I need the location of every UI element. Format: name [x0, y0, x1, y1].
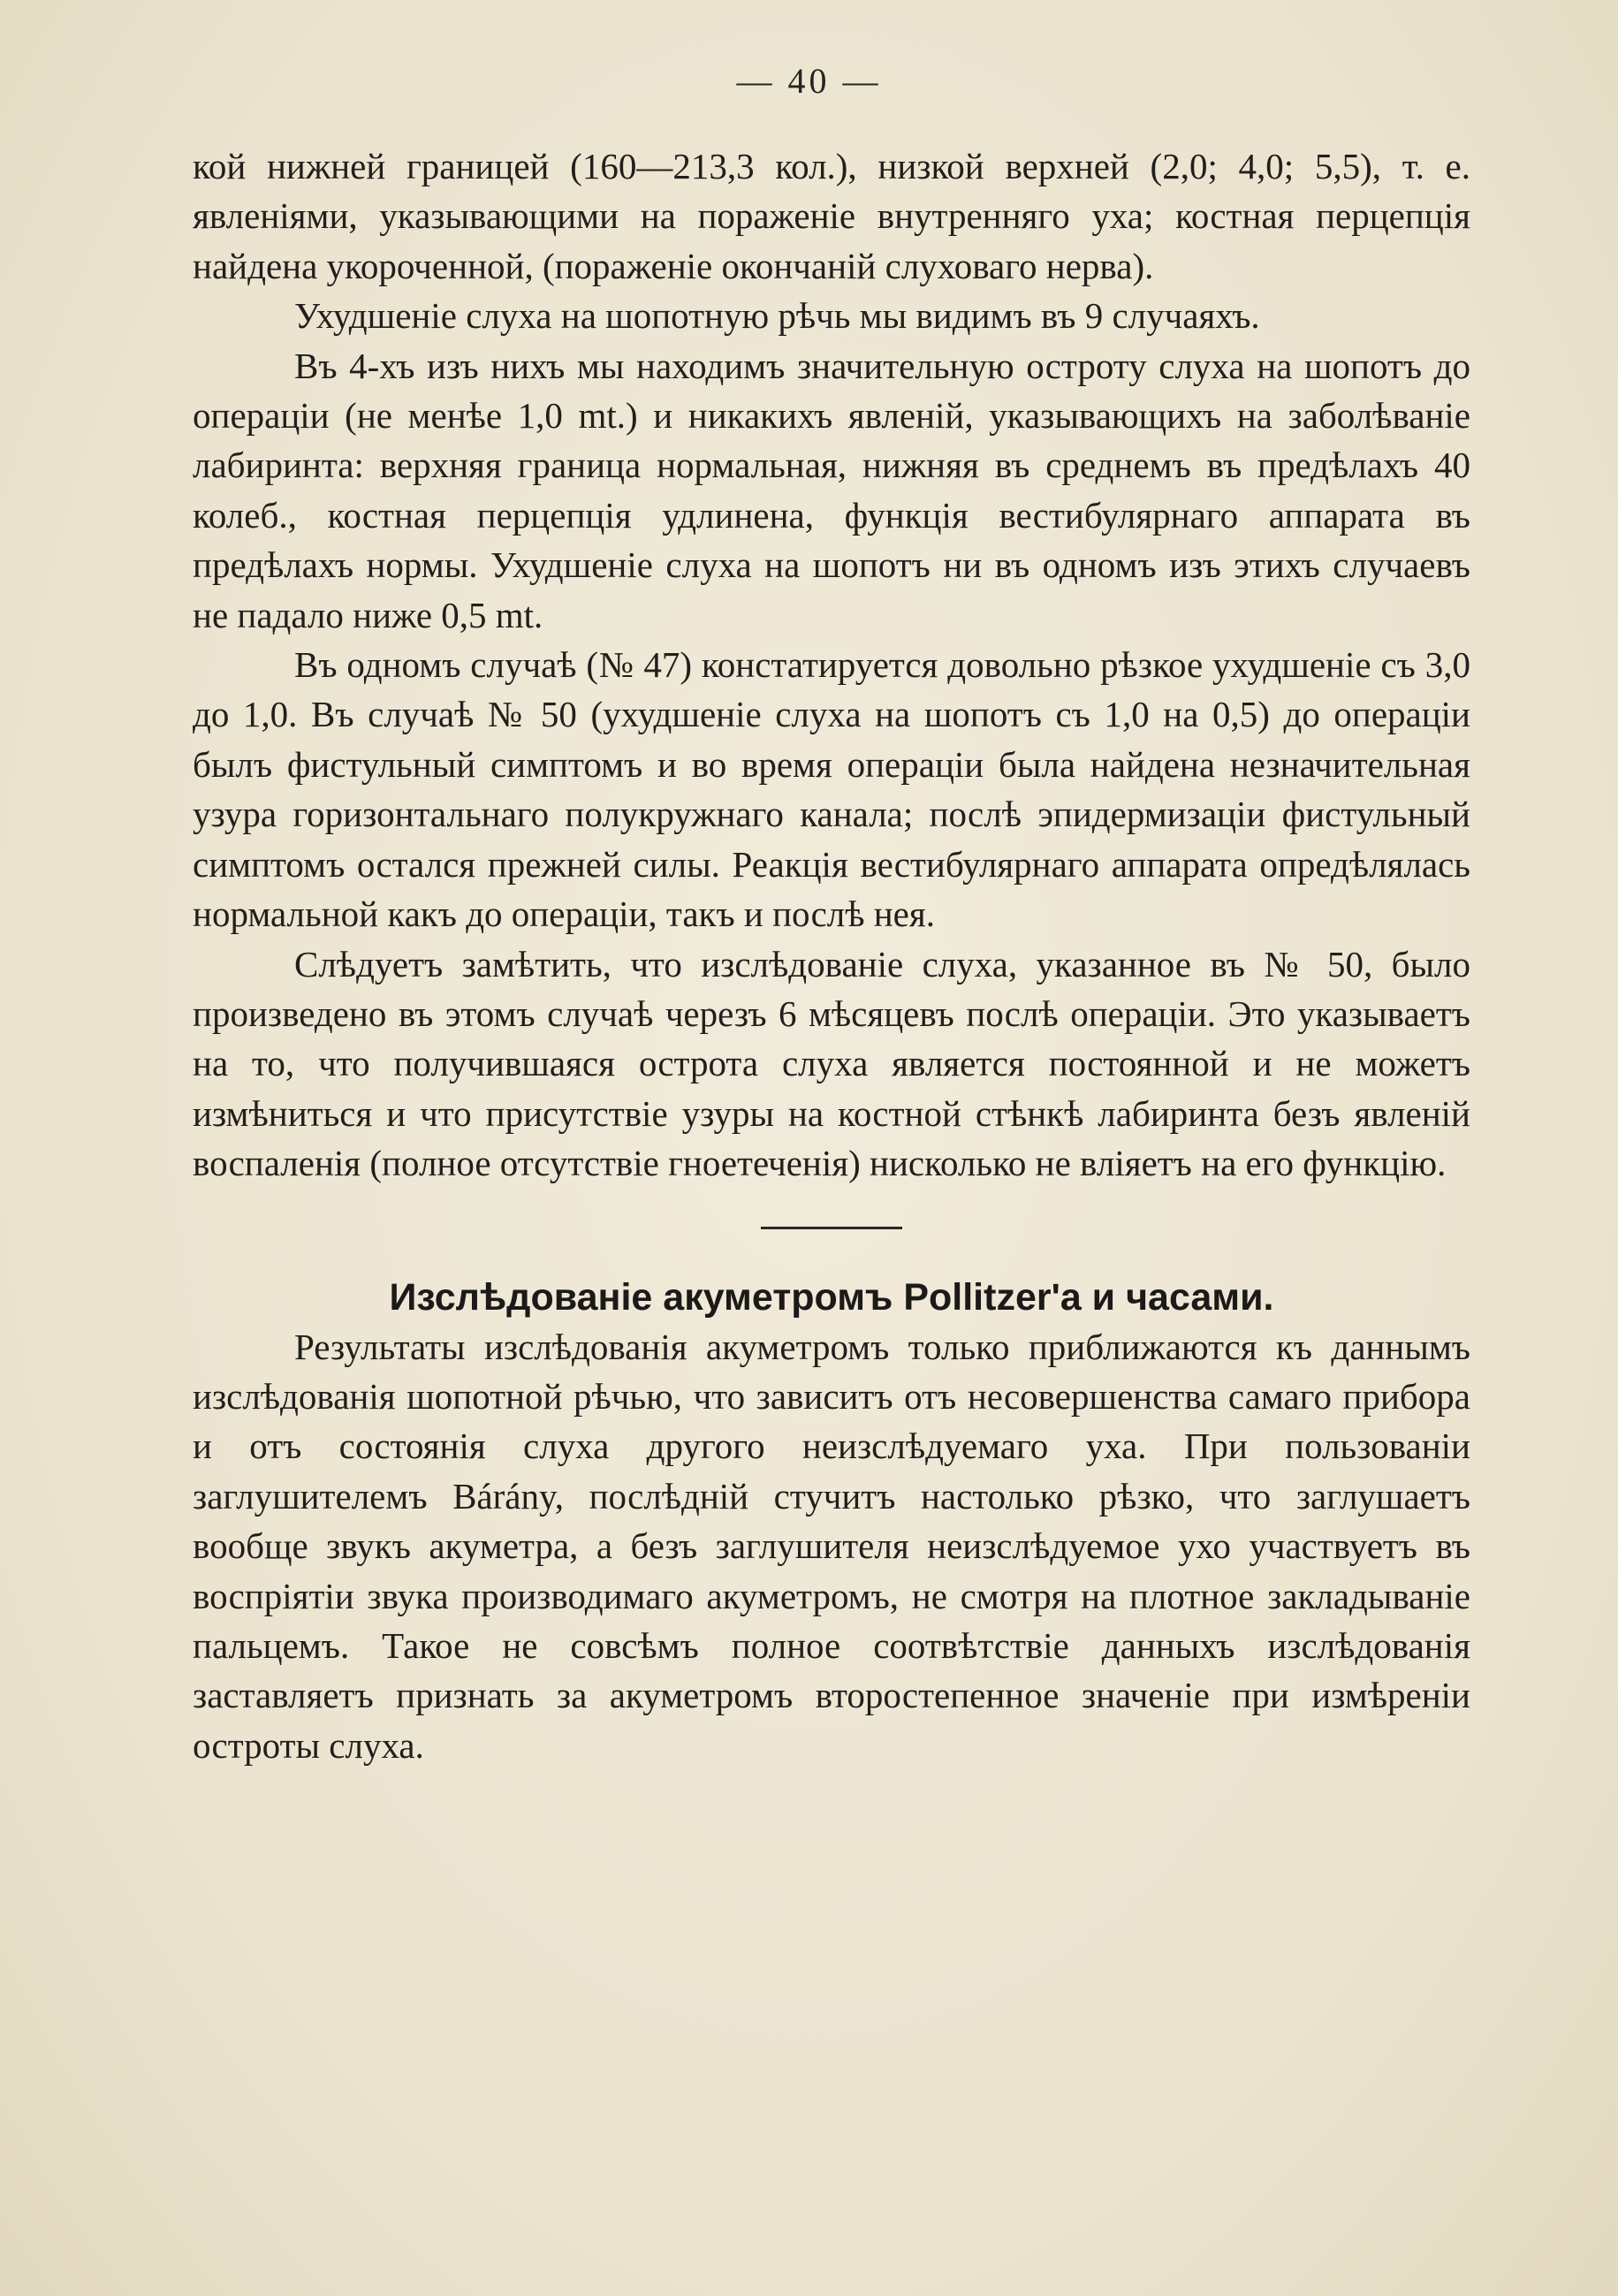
page-number: — 40 — — [736, 61, 882, 101]
section-heading: Изслѣдованіе акуметромъ Pollitzer'а и часами. — [389, 1275, 1274, 1319]
paragraph-1: кой нижней границей (160—213,3 кол.), низкой верхней (2,0; 4,0; 5,5), т. е. явленіями, указывающими на пораженіе внутренняго уха; костная перцепція найдена укороченной, (пораженіе окончаній слуховаго нерва). — [193, 146, 1470, 286]
paragraph-3: Въ 4-хъ изъ нихъ мы находимъ значительную остроту слуха на шопотъ до операціи (не менѣе 1,0 mt.) и никакихъ явленій, указывающихъ на заболѣваніе лабиринта: верхняя граница нормальная, нижняя въ среднемъ въ предѣлахъ 40 колеб., костная перцепція удлинена, функція вестибулярнаго аппарата въ предѣлахъ нормы. Ухудшеніе слуха на шопотъ ни въ одномъ изъ этихъ случаевъ не падало ниже 0,5 mt. — [193, 345, 1470, 635]
paragraph-4: Въ одномъ случаѣ (№ 47) констатируется довольно рѣзкое ухудшеніе съ 3,0 до 1,0. Въ случаѣ № 50 (ухудшеніе слуха на шопотъ съ 1,0 на 0,5) до операціи былъ фистульный симптомъ и во время операціи была найдена незначительная узура горизонтальнаго полукружнаго канала; послѣ эпидермизаціи фистульный симптомъ остался прежней силы. Реакція вестибулярнаго аппарата опредѣлялась нормальной какъ до операціи, такъ и послѣ нея. — [193, 644, 1470, 935]
body-text — [193, 141, 1470, 1770]
paragraph-5: Слѣдуетъ замѣтить, что изслѣдованіе слуха, указанное въ № 50, было произведено въ этомъ случаѣ черезъ 6 мѣсяцевъ послѣ операціи. Это указываетъ на то, что получившаяся острота слуха является постоянной и не можетъ измѣниться и что присутствіе узуры на костной стѣнкѣ лабиринта безъ явленій воспаленія (полное отсутствіе гноетеченія) нисколько не вліяетъ на его функцію. — [193, 943, 1470, 1184]
paragraph-2: Ухудшеніе слуха на шопотную рѣчь мы видимъ въ 9 случаяхъ. — [294, 295, 1260, 337]
section-divider — [761, 1227, 902, 1229]
section-paragraph-1: Результаты изслѣдованія акуметромъ только приближаются къ даннымъ изслѣдованія шопотной рѣчью, что зависитъ отъ несовершенства самаго прибора и отъ состоянія слуха другого неизслѣдуемаго уха. При пользованіи заглушителемъ Bárány, послѣдній стучитъ настолько рѣзко, что заглушаетъ вообще звукъ акуметра, а безъ заглушителя неизслѣдуемое ухо участвуетъ въ воспріятіи звука производимаго акуметромъ, не смотря на плотное закладываніе пальцемъ. Такое не совсѣмъ полное соотвѣтствіе данныхъ изслѣдованія заставляетъ признать за акуметромъ второстепенное значеніе при измѣреніи остроты слуха. — [193, 1326, 1470, 1766]
